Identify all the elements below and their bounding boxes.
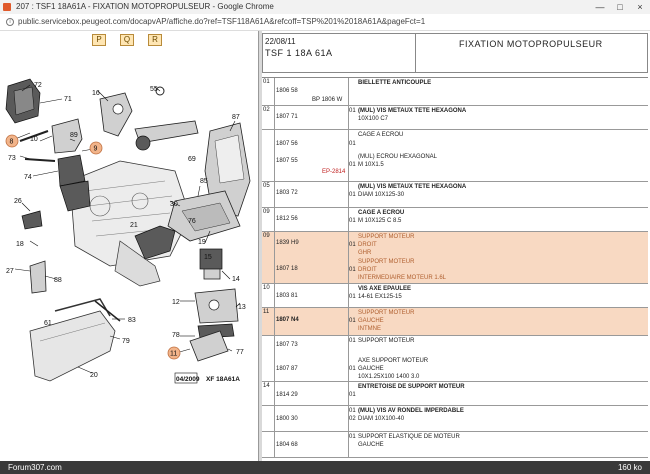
callout-19[interactable]: 19 (198, 239, 206, 246)
close-button[interactable]: × (637, 2, 643, 12)
diagram-pane (0, 31, 259, 461)
parts-list-header (262, 33, 648, 73)
table-row[interactable]: 05 1803 72 01 (MUL) VIS METAUX TETE HEXAGONA DIAM 10X125-30 (262, 182, 648, 208)
callout-55[interactable]: 55 (150, 86, 158, 93)
table-row[interactable]: 1800 30 01 (MUL) VIS AV RONDEL IMPERDABLE 02 DIAM 10X100-40 (262, 406, 648, 432)
callout-72[interactable]: 72 (34, 82, 42, 89)
callout-15[interactable]: 15 (204, 254, 212, 261)
callout-85[interactable]: 85 (200, 178, 208, 185)
browser-favicon-icon (3, 3, 11, 11)
callout-11[interactable]: 11 (170, 350, 178, 358)
callout-26[interactable]: 26 (14, 198, 22, 205)
callout-8[interactable]: 8 (9, 138, 14, 146)
callout-89[interactable]: 89 (70, 132, 78, 139)
address-url[interactable]: public.servicebox.peugeot.com/docapvAP/affiche.do?ref=TSF118A61A&refcoff=TSP%201%2018A61A&pageFct=1 (18, 17, 426, 26)
callout-76[interactable]: 76 (188, 218, 196, 225)
callout-18[interactable]: 18 (16, 241, 24, 248)
header-date: 22/08/11 (265, 37, 296, 46)
callout-88[interactable]: 88 (54, 277, 62, 284)
table-row[interactable]: 1807 73 1807 87 01 SUPPORT MOTEUR AXE SUPPORT MOTEUR 01 GAUCHE 10X1.25X100 1400 3.0 (262, 336, 648, 382)
status-bar (0, 461, 650, 474)
callout-87[interactable]: 87 (232, 114, 240, 121)
table-row[interactable]: 1807 56 CAGE A ECROU 01 (262, 130, 648, 152)
callout-71[interactable]: 71 (64, 96, 72, 103)
status-right: 160 ko (617, 463, 642, 472)
callout-79[interactable]: 79 (122, 338, 130, 345)
minimize-button[interactable]: — (595, 2, 605, 12)
callout-13[interactable]: 13 (238, 304, 246, 311)
callout-10[interactable]: 10 (30, 136, 38, 143)
callout-12[interactable]: 12 (172, 299, 180, 306)
status-left: Forum307.com (8, 463, 62, 472)
diagram-tool-reset-button[interactable]: R (148, 34, 162, 46)
table-row[interactable]: 1807 55 EP-2814 (MUL) ECROU HEXAGONAL 01 M 10X1.5 (262, 152, 648, 182)
diagram-tool-zoom-button[interactable]: Q (120, 34, 134, 46)
callout-78[interactable]: 78 (172, 332, 180, 339)
parts-table (262, 77, 648, 458)
header-ref: TSF 1 18A 61A (265, 48, 333, 58)
stamp-date: 04/2009 (176, 376, 200, 383)
callout-21[interactable]: 21 (130, 222, 138, 229)
callout-9[interactable]: 9 (93, 145, 98, 153)
parts-list-pane (262, 31, 650, 461)
table-row-highlighted[interactable]: 09 1839 H9 1807 18 SUPPORT MOTEUR 01 DROIT GHR SUPPORT MOTEUR 01 DROIT INTERMEDIAIRE MOTEUR 1.6L (262, 232, 648, 284)
callout-16[interactable]: 16 (92, 90, 100, 97)
page-info-icon[interactable]: i (6, 18, 14, 26)
table-row-highlighted[interactable]: 11 1807 N4 SUPPORT MOTEUR 01 GAUCHE INTMNE (262, 308, 648, 336)
table-row[interactable]: 02 1807 71 01 (MUL) VIS METAUX TETE HEXAGONA 10X100 C7 (262, 106, 648, 130)
callout-69[interactable]: 69 (188, 156, 196, 163)
window-title: 207 : TSF1 18A61A - FIXATION MOTOPROPULSEUR - Google Chrome (16, 2, 274, 11)
callout-77[interactable]: 77 (236, 349, 244, 356)
table-row[interactable]: 1804 68 01 SUPPORT ELASTIQUE DE MOTEUR GAUCHE (262, 432, 648, 458)
callout-61[interactable]: 61 (44, 320, 52, 327)
header-title: FIXATION MOTOPROPULSEUR (459, 39, 603, 49)
callout-20[interactable]: 20 (90, 372, 98, 379)
callout-73[interactable]: 73 (8, 155, 16, 162)
maximize-button[interactable]: □ (617, 2, 623, 12)
table-row[interactable]: 01 1806 58 BP 1806 W BIELLETTE ANTICOUPLE (262, 78, 648, 106)
callout-14[interactable]: 14 (232, 276, 240, 283)
callout-27[interactable]: 27 (6, 268, 14, 275)
diagram-tool-print-button[interactable]: P (92, 34, 106, 46)
callout-30[interactable]: 30 (170, 201, 178, 208)
callout-74[interactable]: 74 (24, 174, 32, 181)
callout-83[interactable]: 83 (128, 317, 136, 324)
window-titlebar (0, 0, 650, 14)
table-row[interactable]: 10 1803 81 VIS AXE EPAULEE 01 14-61 EX125-15 (262, 284, 648, 308)
table-row[interactable]: 09 1812 56 CAGE A ECROU 01 M 10X125 C 8.5 (262, 208, 648, 232)
stamp-ref: XF 18A61A (206, 376, 240, 383)
address-bar[interactable] (0, 14, 650, 31)
callout-labels (0, 31, 258, 461)
table-row[interactable]: 14 1814 29 ENTRETOISE DE SUPPORT MOTEUR 01 (262, 382, 648, 406)
